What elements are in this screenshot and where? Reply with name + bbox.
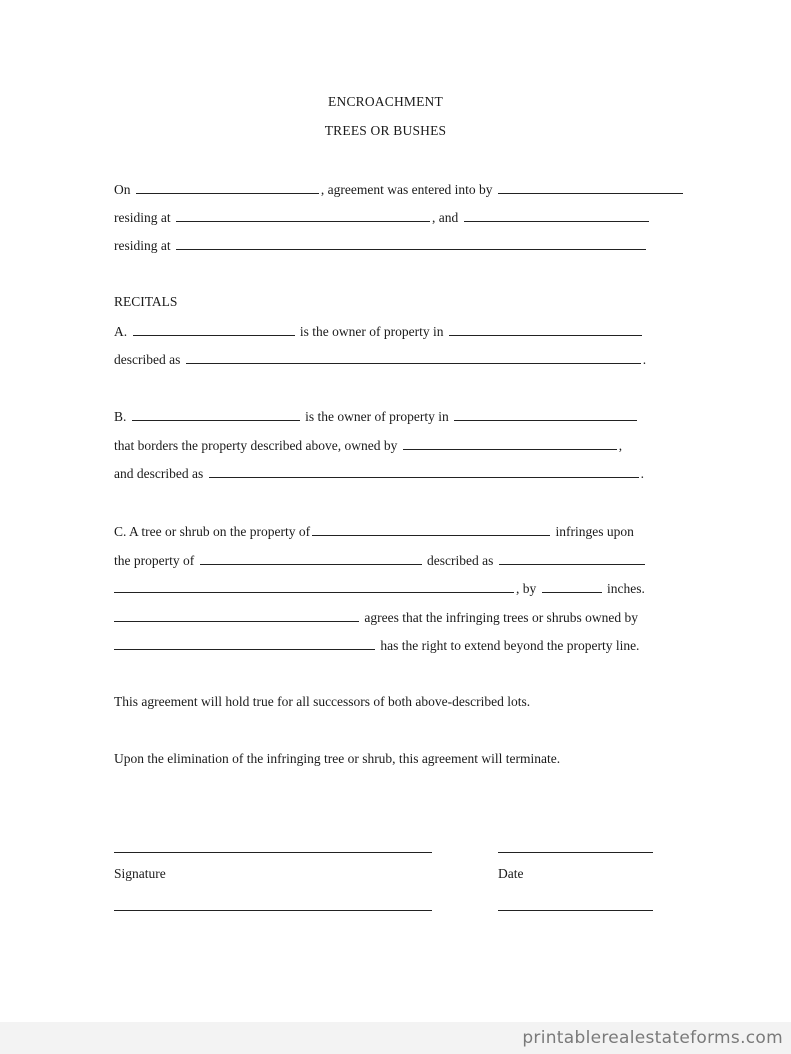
- recital-c-described-text: described as: [426, 553, 494, 568]
- recital-b-location-blank[interactable]: [454, 408, 637, 421]
- recital-c-by-text: , by: [516, 581, 537, 596]
- recital-b-line-1: [114, 408, 639, 425]
- recital-c-tree-holder-blank[interactable]: [114, 637, 375, 650]
- recital-a-description-blank[interactable]: [186, 351, 641, 364]
- intro-line-2: [114, 209, 651, 226]
- recital-a-period: .: [642, 352, 647, 367]
- footer-site-link[interactable]: printablerealestateforms.com: [522, 1028, 783, 1048]
- termination-paragraph: Upon the elimination of the infringing tree or shrub, this agreement will terminate.: [114, 751, 561, 766]
- footer-bar: [0, 1022, 791, 1054]
- recital-b-owner-text: is the owner of property in: [305, 409, 449, 424]
- recital-b-line-2: [114, 437, 622, 454]
- recital-c-intro-text: C. A tree or shrub on the property of: [114, 524, 311, 539]
- document-subtitle: TREES OR BUSHES: [324, 123, 447, 138]
- signature-label: Signature: [114, 866, 166, 881]
- recital-b-period: .: [640, 466, 644, 481]
- successors-paragraph: This agreement will hold true for all successors of both above-described lots.: [114, 694, 531, 709]
- party1-name-blank[interactable]: [498, 181, 683, 194]
- recital-c-line-1: [114, 523, 634, 540]
- residing-at-text-1: residing at: [114, 210, 171, 225]
- recital-a-owner-blank[interactable]: [133, 323, 295, 336]
- residing-at-text-2: residing at: [114, 238, 171, 253]
- recital-a-label: A.: [114, 324, 128, 339]
- intro-line-1: [114, 181, 685, 198]
- recital-c-affected-owner-blank[interactable]: [200, 552, 422, 565]
- recital-c-line-5: [114, 637, 639, 654]
- party1-address-blank[interactable]: [176, 209, 430, 222]
- recital-b-owner-blank[interactable]: [132, 408, 300, 421]
- document-title: ENCROACHMENT: [328, 94, 443, 109]
- recital-a-line-1: [114, 323, 644, 340]
- recital-c-property-of-text: the property of: [114, 553, 195, 568]
- recital-c-description-blank-1[interactable]: [499, 552, 645, 565]
- recital-c-inches-text: inches.: [607, 581, 645, 596]
- recital-b-line-3: [114, 465, 644, 482]
- date-blank[interactable]: [136, 181, 319, 194]
- recitals-heading: RECITALS: [114, 294, 178, 309]
- recital-a-described-text: described as: [114, 352, 181, 367]
- recital-c-agrees-text: agrees that the infringing trees or shrubs owned by: [364, 610, 639, 625]
- recital-b-described-text: and described as: [114, 466, 204, 481]
- recital-b-label: B.: [114, 409, 127, 424]
- recital-b-description-blank[interactable]: [209, 465, 639, 478]
- party2-address-blank[interactable]: [176, 237, 646, 250]
- recital-a-location-blank[interactable]: [449, 323, 642, 336]
- recital-c-description-blank-2[interactable]: [114, 580, 514, 593]
- intro-line-3: [114, 237, 648, 254]
- date-line-1[interactable]: [498, 852, 653, 853]
- recital-b-owned-by-blank[interactable]: [403, 437, 617, 450]
- recital-c-line-2: [114, 552, 647, 569]
- party2-name-blank[interactable]: [464, 209, 649, 222]
- date-line-2[interactable]: [498, 910, 653, 911]
- recital-c-right-text: has the right to extend beyond the property line.: [380, 638, 640, 653]
- recital-c-line-3: [114, 580, 645, 597]
- recital-c-agreeing-party-blank[interactable]: [114, 609, 359, 622]
- and-text: , and: [432, 210, 459, 225]
- recital-c-inches-blank[interactable]: [542, 580, 602, 593]
- signature-line-1[interactable]: [114, 852, 432, 853]
- recital-a-owner-text: is the owner of property in: [299, 324, 444, 339]
- intro-on-text: On: [114, 182, 131, 197]
- recital-b-borders-text: that borders the property described above, owned by: [114, 438, 398, 453]
- agreement-entered-text: , agreement was entered into by: [320, 182, 493, 197]
- recital-c-infringes-text: infringes upon: [555, 524, 634, 539]
- signature-line-2[interactable]: [114, 910, 432, 911]
- recital-b-comma: ,: [618, 438, 623, 453]
- recital-c-line-4: [114, 609, 638, 626]
- date-label: Date: [498, 866, 524, 881]
- recital-c-tree-owner-blank[interactable]: [312, 523, 550, 536]
- recital-a-line-2: [114, 351, 646, 368]
